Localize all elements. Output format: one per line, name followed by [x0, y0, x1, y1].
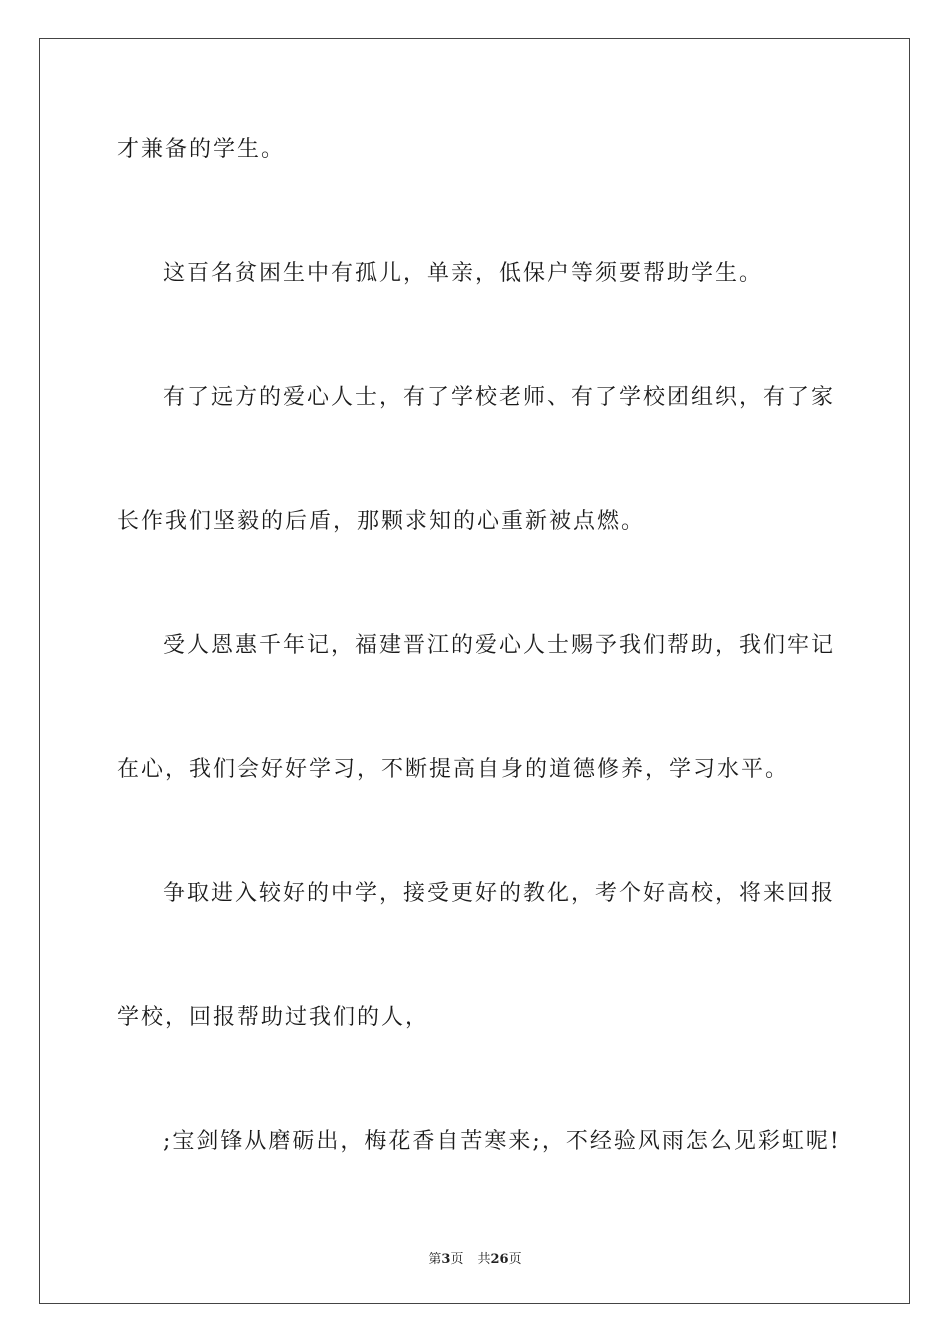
paragraph-line: 受人恩惠千年记，福建晋江的爱心人士赐予我们帮助，我们牢记	[163, 633, 836, 658]
total-prefix: 共	[477, 1252, 491, 1267]
total-pages: 26	[490, 1252, 509, 1267]
paragraph-line: ;宝剑锋从磨砺出，梅花香自苦寒来;，不经验风雨怎么见彩虹呢!	[163, 1129, 841, 1154]
page-number: 3	[441, 1252, 451, 1267]
paragraph-line: 学校，回报帮助过我们的人，	[117, 1005, 430, 1030]
paragraph-line: 长作我们坚毅的后盾，那颗求知的心重新被点燃。	[117, 509, 646, 534]
paragraph-line: 争取进入较好的中学，接受更好的教化，考个好高校，将来回报	[163, 881, 836, 906]
paragraph-line: 有了远方的爱心人士，有了学校老师、有了学校团组织，有了家	[163, 385, 836, 410]
total-suffix: 页	[508, 1252, 522, 1267]
paragraph-line: 在心，我们会好好学习，不断提高自身的道德修养，学习水平。	[117, 757, 790, 782]
paragraph-line: 才兼备的学生。	[117, 137, 286, 162]
page-suffix: 页	[450, 1252, 464, 1267]
paragraph-line: 这百名贫困生中有孤儿，单亲，低保户等须要帮助学生。	[163, 261, 764, 286]
page-border	[39, 38, 910, 1304]
page-footer	[0, 1248, 950, 1267]
page-prefix: 第	[428, 1252, 442, 1267]
